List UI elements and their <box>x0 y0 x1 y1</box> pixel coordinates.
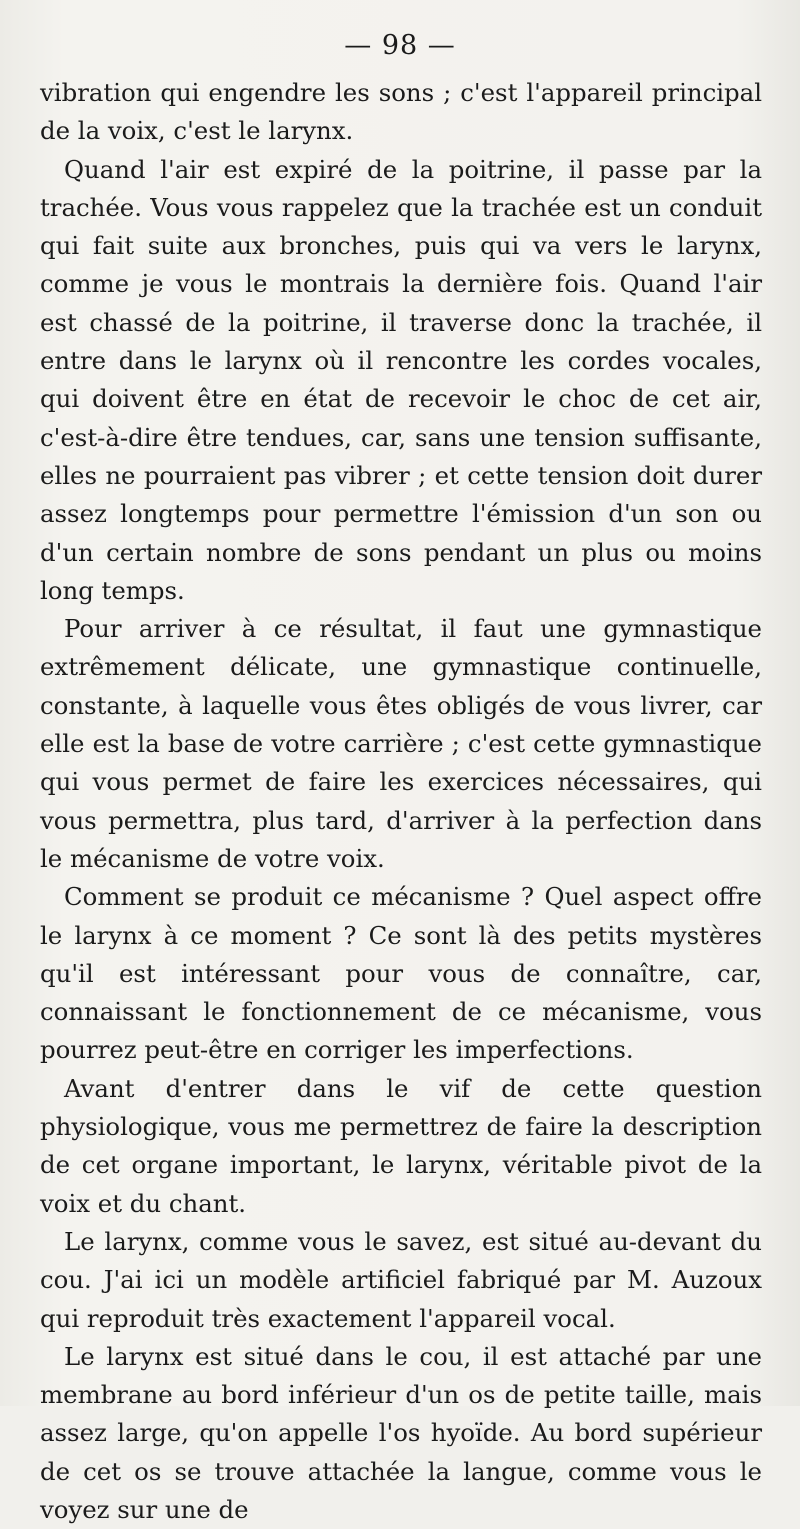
page-number: — 98 — <box>344 30 456 61</box>
paragraph: Comment se produit ce mécanisme ? Quel aspect offre le larynx à ce moment ? Ce sont là des petits mystères qu'il est intéressant pour vous de connaître, car, connaissant le fonctionnement de ce mécanisme, vous pourrez peut-être en corriger les imperfections. <box>40 882 762 1065</box>
paragraph: Quand l'air est expiré de la poitrine, il passe par la trachée. Vous vous rappelez que la trachée est un conduit qui fait suite aux bronches, puis qui va vers le larynx, comme je vous le montrais la dernière fois. Quand l'air est chassé de la poitrine, il traverse donc la trachée, il entre dans le larynx où il rencontre les cordes vocales, qui doivent être en état de recevoir le choc de cet air, c'est-à-dire être tendues, car, sans une tension suffisante, elles ne pourraient pas vibrer ; et cette tension doit durer assez longtemps pour permettre l'émission d'un son ou d'un certain nombre de sons pendant un plus ou moins long temps. <box>40 154 762 605</box>
paragraph: Le larynx, comme vous le savez, est situé au-devant du cou. J'ai ici un modèle artificiel fabriqué par M. Auzoux qui reproduit très exactement l'appareil vocal. <box>40 1226 762 1333</box>
body-text <box>40 74 762 1529</box>
paragraph: Pour arriver à ce résultat, il faut une gymnastique extrêmement délicate, une gymnastique continuelle, constante, à laquelle vous êtes obligés de vous livrer, car elle est la base de votre carrière ; c'est cette gymnastique qui vous permet de faire les exercices nécessaires, qui vous permettra, plus tard, d'arriver à la perfection dans le mécanisme de votre voix. <box>40 614 762 873</box>
paragraph-continuation: vibration qui engendre les sons ; c'est l'appareil principal de la voix, c'est le larynx. <box>40 78 762 146</box>
paragraph: Le larynx est situé dans le cou, il est attaché par une membrane au bord inférieur d'un os de petite taille, mais assez large, qu'on appelle l'os hyoïde. Au bord supérieur de cet os se trouve attachée la langue, comme vous le voyez sur une de <box>40 1341 762 1524</box>
paragraph: Avant d'entrer dans le vif de cette question physiologique, vous me permettrez de faire la description de cet organe important, le larynx, véritable pivot de la voix et du chant. <box>40 1073 762 1218</box>
